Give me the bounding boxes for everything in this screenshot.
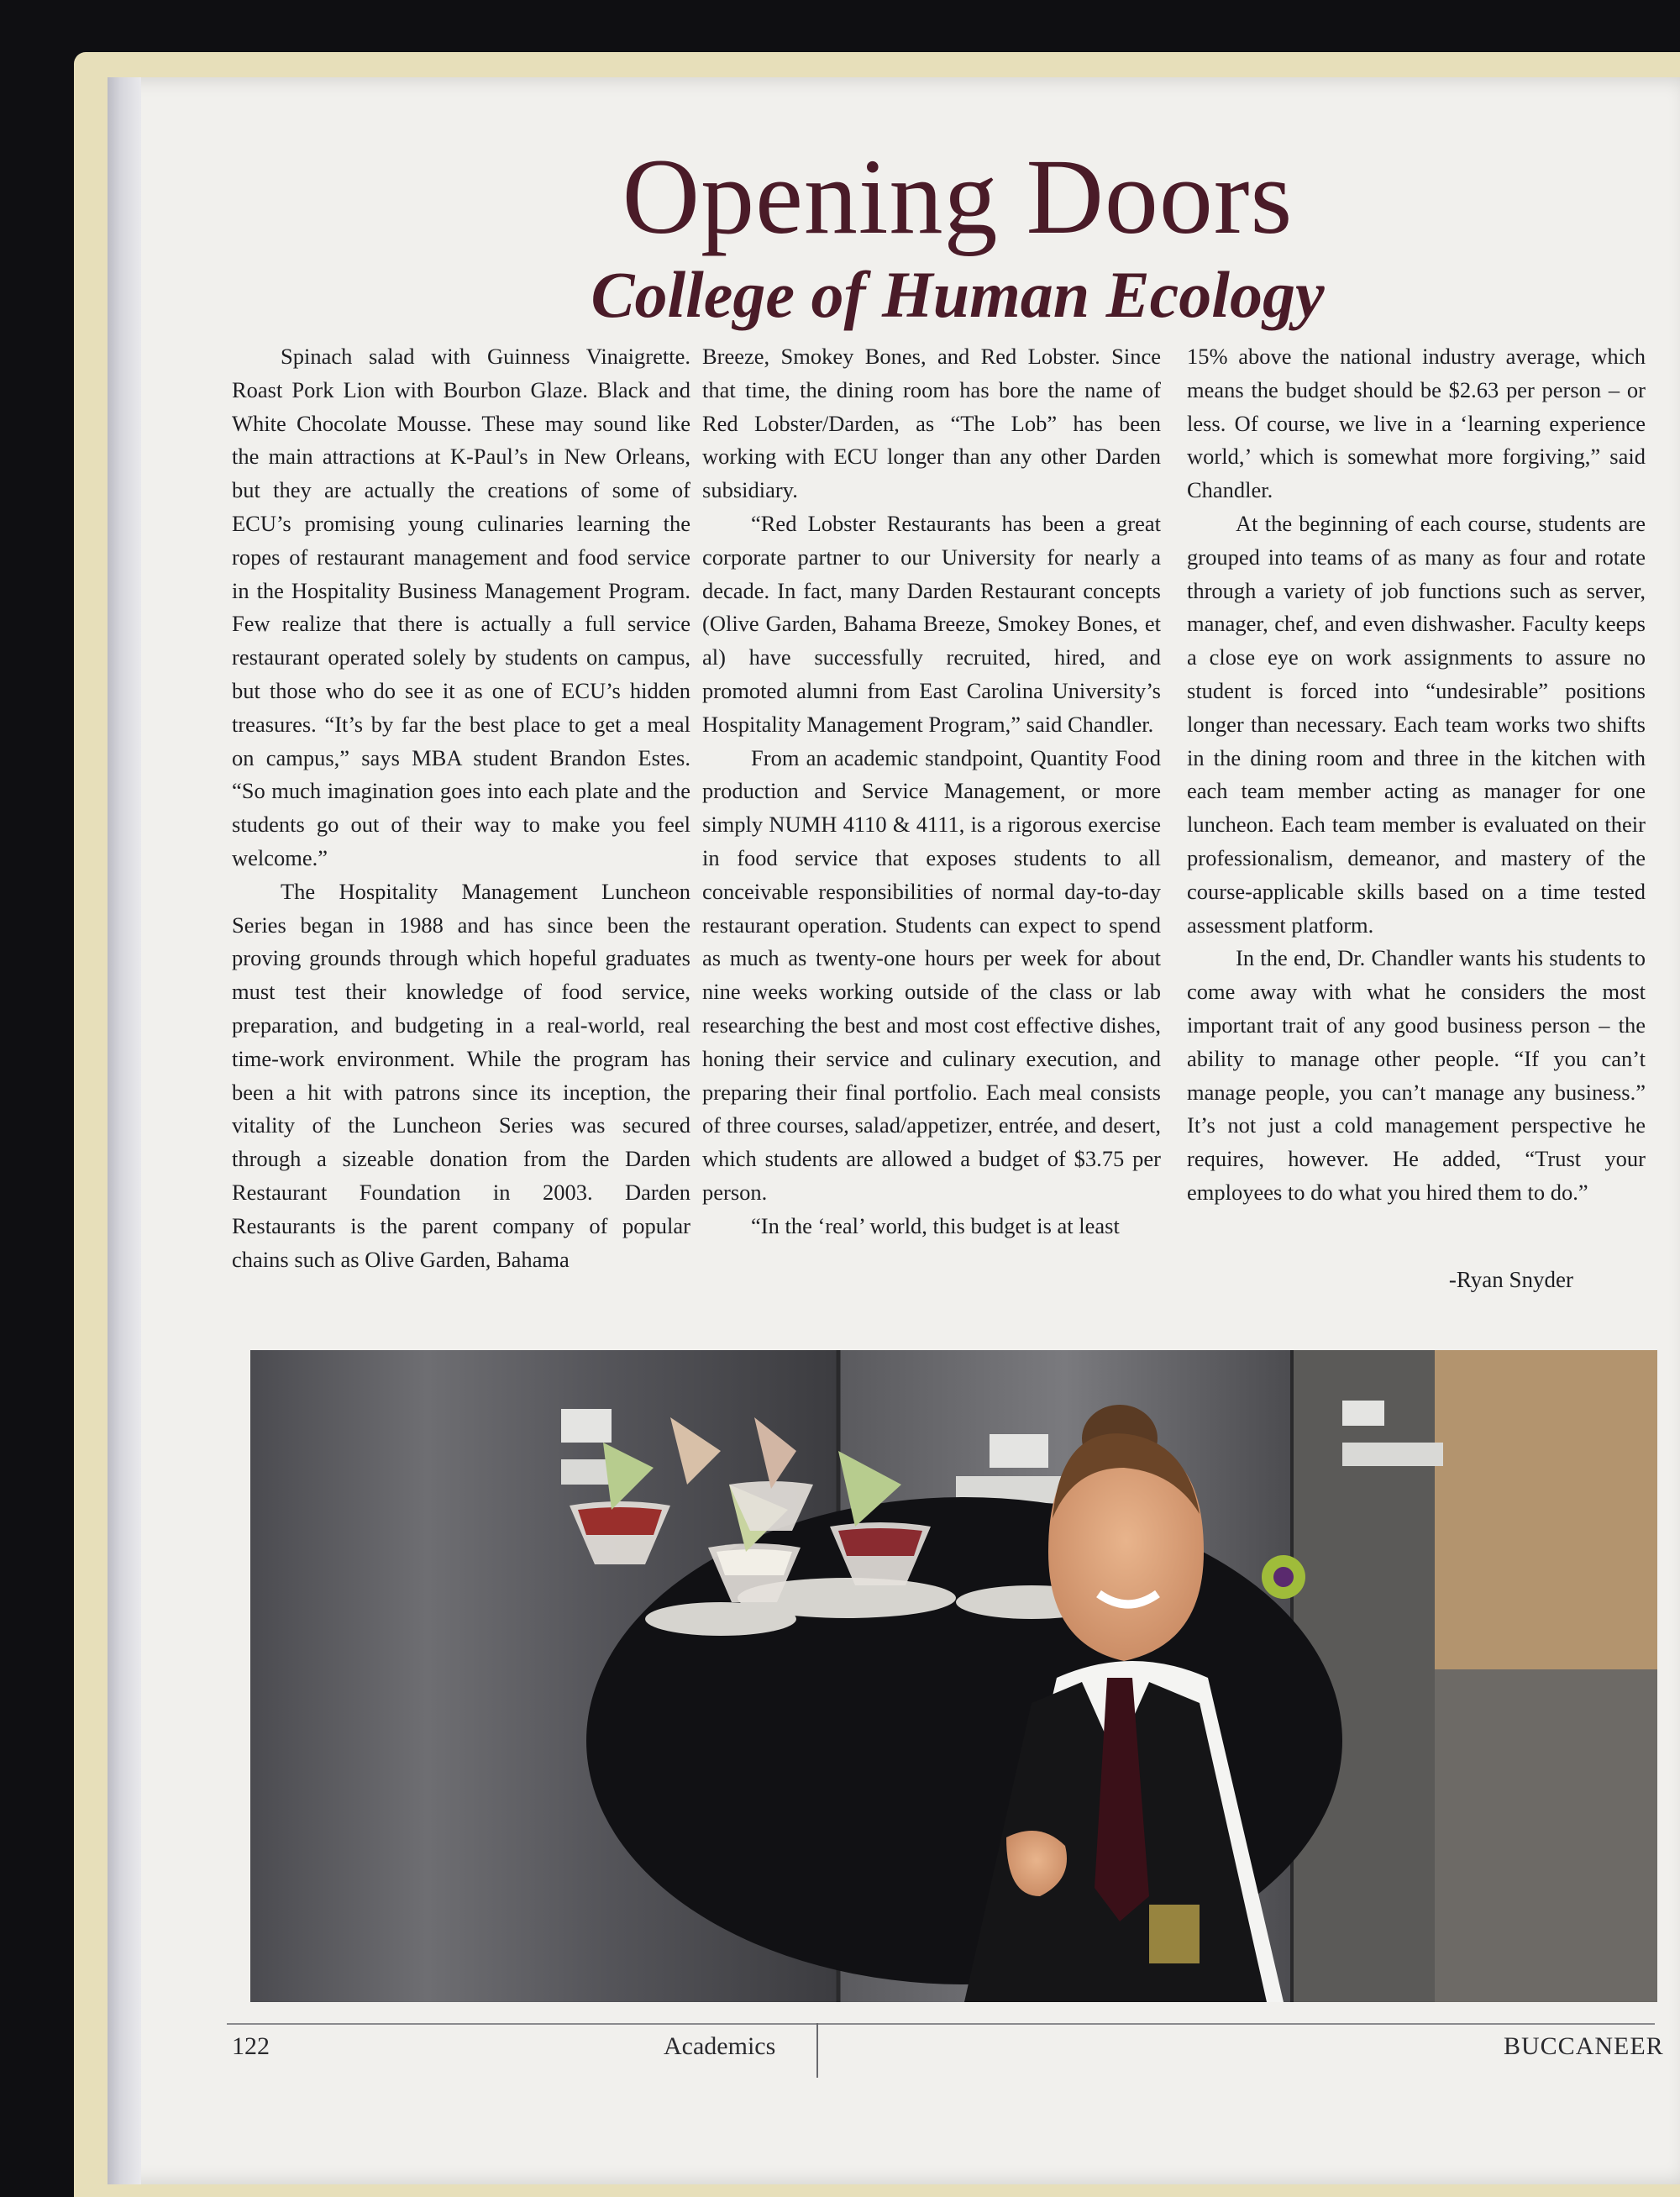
page-number: 122 [232,2032,270,2060]
footer-divider [816,2023,818,2078]
article-column-3 [1187,340,1646,1210]
article-subtitle: College of Human Ecology [591,258,1325,331]
paragraph: Breeze, Smokey Bones, and Red Lobster. Since that time, the dining room has bore the name of Red Lobster/Darden, as “The Lob” has been working with ECU longer than any other Darden subsidiary. [702,344,1161,503]
page-binding-edge [108,77,141,2184]
article-title: Opening Doors [622,137,1294,256]
paragraph: Spinach salad with Guinness Vinaigrette. Roast Pork Lion with Bourbon Glaze. Black and White Chocolate Mousse. These may sound like the main attractions at K-Paul’s in New Orleans, but they are actually the creations of some of ECU’s promising young culinaries learning the ropes of restaurant management and food service in the Hospitality Business Management Program. Few realize that there is actually a full service restaurant operated solely by students on campus, but those who do see it as one of ECU’s hidden treasures. “It’s by far the best place to get a meal on campus,” says MBA student Brandon Estes. “So much imagination goes into each plate and the students go out of their way to make you feel welcome.” [232,344,690,870]
footer-rule [227,2023,1655,2025]
paragraph: At the beginning of each course, students are grouped into teams of as many as four and rotate through a variety of job functions such as server, manager, chef, and even dishwasher. Faculty keeps a close eye on work assignments to assure no student is forced into “undesirable” positions longer than necessary. Each team works two shifts in the dining room and three in the kitchen with each team member acting as manager for one luncheon. Each team member is evaluated on their professionalism, demeanor, and mastery of the course-applicable skills based on a time tested assessment platform. [1187,510,1646,938]
photo-student-server-with-dessert-tray [250,1350,1657,2002]
paragraph: “In the ‘real’ world, this budget is at least [751,1212,1120,1238]
publication-name: BUCCANEER [1504,2032,1664,2060]
author-byline: -Ryan Snyder [1448,1267,1573,1292]
article-column-2 [702,340,1161,1243]
paragraph: 15% above the national industry average, which means the budget should be $2.63 per person – or less. Of course, we live in a ‘learning experience world,’ which is somewhat more forgiving,” said Chandler. [1187,344,1646,503]
paragraph: The Hospitality Management Luncheon Series began in 1988 and has since been the proving grounds through which hopeful graduates must test their knowledge of food service, preparation, and budgeting in a real-world, real time-work environment. While the program has been a hit with patrons since its inception, the vitality of the Luncheon Series was secured through a sizeable donation from the Darden Restaurant Foundation in 2003. Darden Restaurants is the parent company of popular chains such as Olive Garden, Bahama [232,878,690,1272]
paragraph: “Red Lobster Restaurants has been a great corporate partner to our University for nearly a decade. In fact, many Darden Restaurant concepts (Olive Garden, Bahama Breeze, Smokey Bones, et al) have successfully recruited, hired, and promoted alumni from East Carolina University’s Hospitality Management Program,” said Chandler. [702,510,1161,737]
article-column-1 [232,340,690,1276]
paragraph: From an academic standpoint, Quantity Food production and Service Management, or more simply NUMH 4110 & 4111, is a rigorous exercise in food service that exposes students to all conceivable responsibilities of normal day-to-day restaurant operation. Students can expect to spend as much as twenty-one hours per week for about nine weeks working outside of the class or lab researching the best and most cost effective dishes, honing their service and culinary execution, and preparing their final portfolio. Each meal consists of three courses, salad/appetizer, entrée, and desert, which students are allowed a budget of $3.75 per person. [702,744,1161,1205]
paragraph: In the end, Dr. Chandler wants his students to come away with what he considers the most important trait of any good business person – the ability to manage other people. “If you can’t manage people, you can’t manage any business.” It’s not just a cold management perspective he requires, however. He added, “Trust your employees to do what you hired them to do.” [1187,945,1646,1205]
section-name: Academics [664,2032,776,2060]
